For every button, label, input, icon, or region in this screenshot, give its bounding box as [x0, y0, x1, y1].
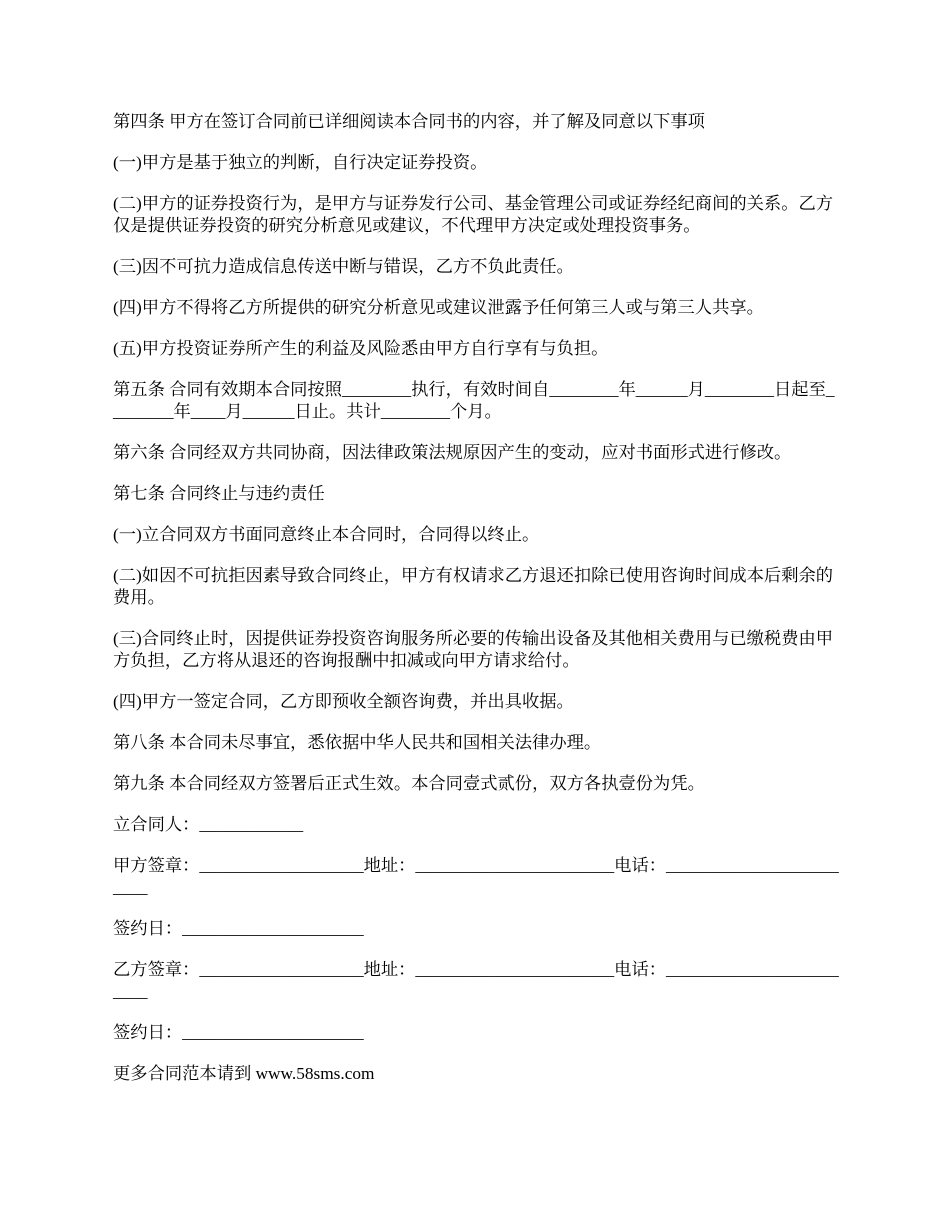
article-4-item-2: (二)甲方的证券投资行为，是甲方与证券发行公司、基金管理公司或证券经纪商间的关系。乙方仅是提供证券投资的研究分析意见或建议，不代理甲方决定或处理投资事务。 [113, 194, 834, 235]
article-7-heading: 第七条 合同终止与违约责任 [113, 484, 325, 503]
party-b-signature-line: 乙方签章：___________________地址：_______________________电话：________________________ [113, 960, 839, 1001]
article-4-item-4: (四)甲方不得将乙方所提供的研究分析意见或建议泄露予任何第三人或与第三人共享。 [113, 298, 764, 317]
article-4-item-5: (五)甲方投资证券所产生的利益及风险悉由甲方自行享有与负担。 [113, 339, 609, 358]
article-9: 第九条 本合同经双方签署后正式生效。本合同壹式贰份，双方各执壹份为凭。 [113, 774, 705, 793]
article-7-item-3: (三)合同终止时，因提供证券投资咨询服务所必要的传输出设备及其他相关费用与已缴税费由甲方负担，乙方将从退还的咨询报酬中扣减或向甲方请求给付。 [113, 629, 834, 670]
article-7-item-2: (二)如因不可抗拒因素导致合同终止，甲方有权请求乙方退还扣除已使用咨询时间成本后剩余的费用。 [113, 566, 834, 607]
article-8: 第八条 本合同未尽事宜，悉依据中华人民共和国相关法律办理。 [113, 733, 602, 752]
article-5-validity: 第五条 合同有效期本合同按照________执行，有效时间自________年______月________日起至________年____月______日止。共计________个月。 [113, 380, 835, 421]
party-a-sign-date-line: 签约日：_____________________ [113, 919, 364, 938]
footer-more-templates: 更多合同范本请到 www.58sms.com [113, 1064, 375, 1083]
article-4-item-1: (一)甲方是基于独立的判断，自行决定证券投资。 [113, 153, 488, 172]
article-4-item-3: (三)因不可抗力造成信息传送中断与错误，乙方不负此责任。 [113, 257, 574, 276]
article-4-heading: 第四条 甲方在签订合同前已详细阅读本合同书的内容，并了解及同意以下事项 [113, 112, 705, 131]
party-a-signature-line: 甲方签章：___________________地址：_______________________电话：________________________ [113, 856, 839, 897]
party-b-sign-date-line: 签约日：_____________________ [113, 1023, 364, 1042]
article-7-item-4: (四)甲方一签定合同，乙方即预收全额咨询费，并出具收据。 [113, 692, 574, 711]
document-body [113, 111, 843, 1104]
article-7-item-1: (一)立合同双方书面同意终止本合同时，合同得以终止。 [113, 525, 540, 544]
article-6-amendment: 第六条 合同经双方共同协商，因法律政策法规原因产生的变动，应对书面形式进行修改。 [113, 443, 792, 462]
contracting-parties-line: 立合同人：____________ [113, 815, 304, 834]
